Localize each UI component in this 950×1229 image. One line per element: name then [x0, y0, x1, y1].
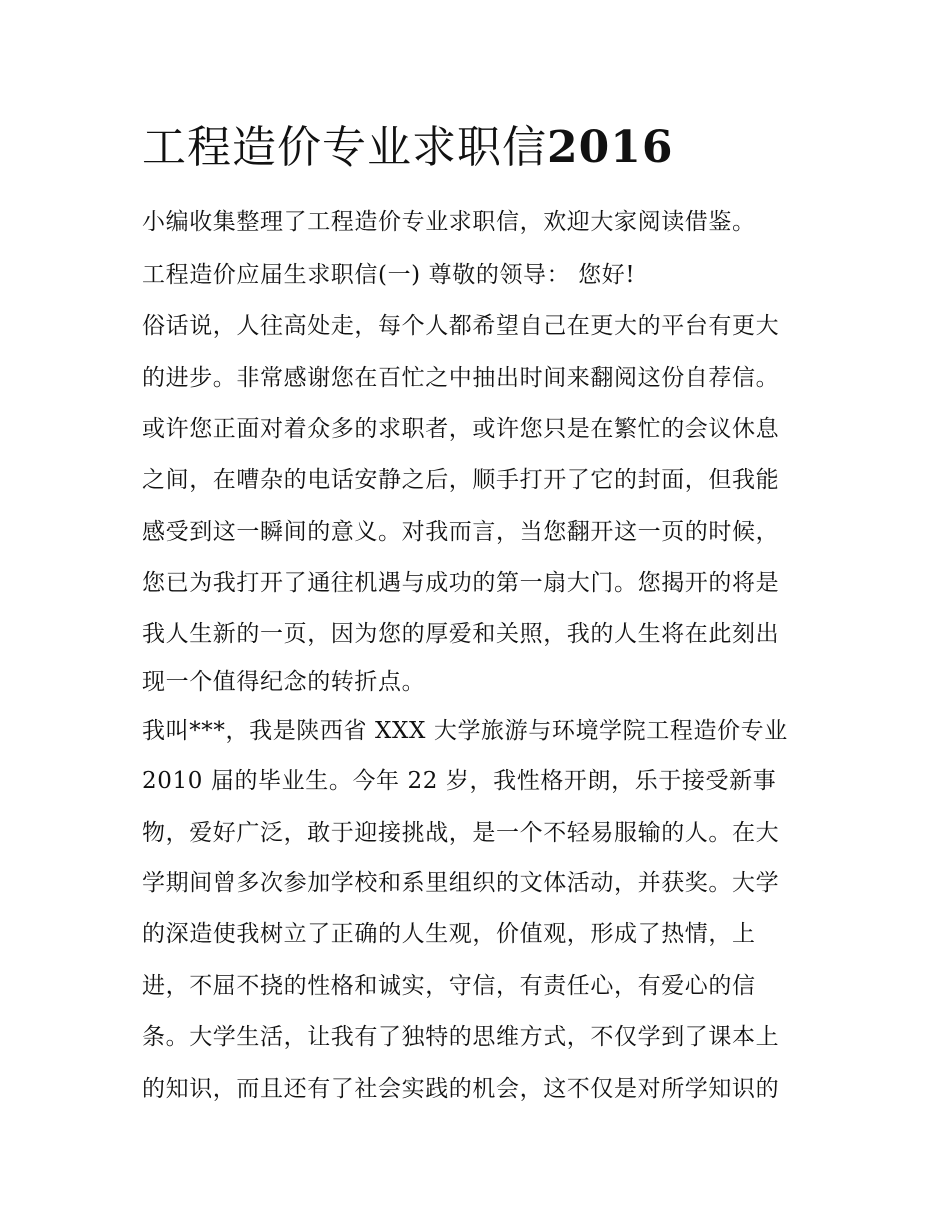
body-line: 您已为我打开了通往机遇与成功的第一扇大门。您揭开的将是	[142, 570, 780, 596]
title-year: 2016	[547, 122, 674, 173]
body-line: 的知识，而且还有了社会实践的机会，这不仅是对所学知识的	[142, 1076, 780, 1102]
body-line: 我人生新的一页，因为您的厚爱和关照，我的人生将在此刻出	[142, 621, 780, 647]
body-line: 条。大学生活，让我有了独特的思维方式，不仅学到了课本上	[142, 1024, 780, 1050]
body-line: 2010 届的毕业生。今年 22 岁，我性格开朗，乐于接受新事	[142, 768, 777, 794]
body-line: 小编收集整理了工程造价专业求职信，欢迎大家阅读借鉴。	[142, 209, 756, 235]
body-line: 的深造使我树立了正确的人生观，价值观，形成了热情，上	[142, 921, 756, 947]
title-text: 工程造价专业求职信	[142, 122, 547, 173]
body-line: 物，爱好广泛，敢于迎接挑战，是一个不轻易服输的人。在大	[142, 820, 780, 846]
document-title	[142, 118, 673, 178]
body-line: 我叫***，我是陕西省 XXX 大学旅游与环境学院工程造价专业	[142, 718, 788, 744]
body-line: 俗话说，人往高处走，每个人都希望自己在更大的平台有更大	[142, 313, 780, 339]
body-line: 现一个值得纪念的转折点。	[142, 669, 426, 695]
body-line: 或许您正面对着众多的求职者，或许您只是在繁忙的会议休息	[142, 416, 780, 442]
body-line: 工程造价应届生求职信(一) 尊敬的领导： 您好!	[142, 262, 636, 288]
body-line: 学期间曾多次参加学校和系里组织的文体活动，并获奖。大学	[142, 870, 780, 896]
body-line: 进，不屈不挠的性格和诚实，守信，有责任心，有爱心的信	[142, 973, 756, 999]
body-line: 感受到这一瞬间的意义。对我而言，当您翻开这一页的时候，	[142, 519, 780, 545]
body-line: 的进步。非常感谢您在百忙之中抽出时间来翻阅这份自荐信。	[142, 365, 780, 391]
body-line: 之间，在嘈杂的电话安静之后，顺手打开了它的封面，但我能	[142, 467, 780, 493]
